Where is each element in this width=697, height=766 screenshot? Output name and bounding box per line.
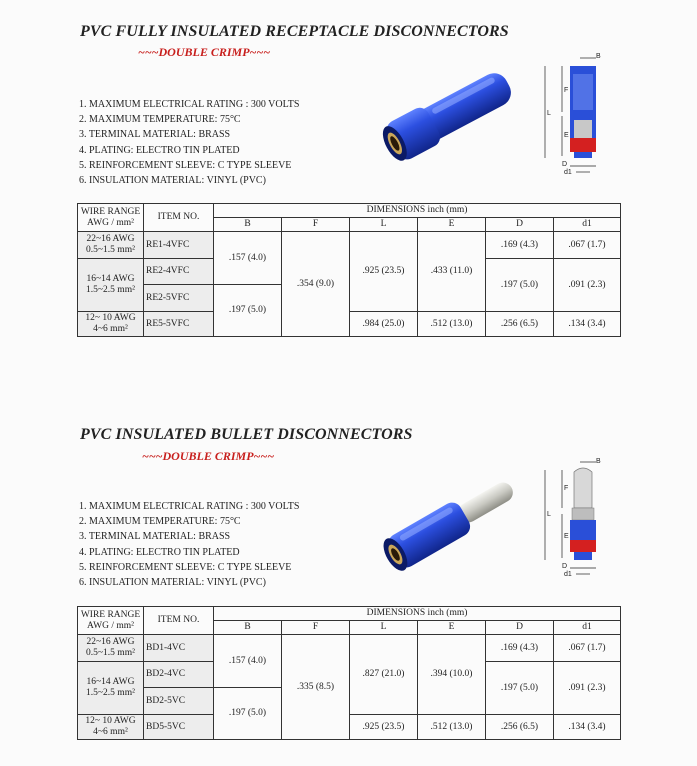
drawing-label-f: F: [564, 485, 569, 492]
header-item-no: ITEM NO.: [144, 607, 214, 635]
header-d: D: [486, 621, 554, 635]
drawing-label-f: F: [564, 87, 569, 94]
value-cell: .169 (4.3): [486, 232, 554, 259]
section-title: PVC INSULATED BULLET DISCONNECTORS: [80, 426, 413, 443]
drawing-label-l: L: [547, 110, 551, 117]
awg-cell: 22~16 AWG 0.5~1.5 mm²: [78, 635, 144, 662]
drawing-label-d1: d1: [564, 169, 572, 176]
spec-item: 2. MAXIMUM TEMPERATURE: 75°C: [79, 516, 241, 528]
spec-item: 6. INSULATION MATERIAL: VINYL (PVC): [79, 175, 266, 187]
drawing-label-d: D: [562, 161, 568, 168]
value-cell: .256 (6.5): [486, 312, 554, 337]
value-cell: .197 (5.0): [214, 688, 282, 740]
value-cell: .433 (11.0): [418, 232, 486, 312]
drawing-label-e: E: [564, 132, 569, 139]
spec-item: 4. PLATING: ELECTRO TIN PLATED: [79, 546, 240, 558]
item-cell: BD1-4VC: [144, 635, 214, 662]
value-cell: .157 (4.0): [214, 635, 282, 688]
value-cell: .335 (8.5): [282, 635, 350, 740]
value-cell: .134 (3.4): [554, 715, 621, 740]
drawing-label-b: B: [596, 458, 601, 465]
value-cell: .256 (6.5): [486, 715, 554, 740]
section-bullet: [0, 383, 697, 766]
value-cell: .134 (3.4): [554, 312, 621, 337]
value-cell: .925 (23.5): [350, 715, 418, 740]
value-cell: .157 (4.0): [214, 232, 282, 285]
header-dimensions: DIMENSIONS inch (mm): [214, 204, 621, 218]
section-subtitle: ~~~DOUBLE CRIMP~~~: [138, 45, 271, 59]
item-cell: RE5-5VFC: [144, 312, 214, 337]
header-b: B: [214, 218, 282, 232]
dimensions-table: [77, 606, 621, 740]
spec-item: 5. REINFORCEMENT SLEEVE: C TYPE SLEEVE: [79, 561, 292, 573]
value-cell: .197 (5.0): [214, 285, 282, 337]
header-b: B: [214, 621, 282, 635]
spec-list: [79, 499, 299, 590]
awg-cell: 16~14 AWG 1.5~2.5 mm²: [78, 662, 144, 715]
drawing-label-d: D: [562, 563, 568, 570]
value-cell: .067 (1.7): [554, 232, 621, 259]
spec-item: 4. PLATING: ELECTRO TIN PLATED: [79, 144, 240, 156]
item-cell: BD5-5VC: [144, 715, 214, 740]
header-wire-range: WIRE RANGE AWG / mm²: [78, 204, 144, 232]
drawing-label-e: E: [564, 533, 569, 540]
bullet-dimension-drawing: [540, 458, 630, 583]
spec-list: [79, 97, 299, 188]
awg-cell: 22~16 AWG 0.5~1.5 mm²: [78, 232, 144, 259]
value-cell: .091 (2.3): [554, 662, 621, 715]
header-dimensions: DIMENSIONS inch (mm): [214, 607, 621, 621]
header-l: L: [350, 218, 418, 232]
value-cell: .169 (4.3): [486, 635, 554, 662]
spec-item: 6. INSULATION MATERIAL: VINYL (PVC): [79, 577, 266, 589]
value-cell: .067 (1.7): [554, 635, 621, 662]
header-d1: d1: [554, 621, 621, 635]
header-e: E: [418, 218, 486, 232]
awg-cell: 16~14 AWG 1.5~2.5 mm²: [78, 259, 144, 312]
value-cell: .394 (10.0): [418, 635, 486, 715]
header-f: F: [282, 218, 350, 232]
header-d: D: [486, 218, 554, 232]
receptacle-product-image: [365, 55, 535, 170]
table-row: [78, 232, 621, 259]
section-subtitle: ~~~DOUBLE CRIMP~~~: [142, 449, 275, 463]
item-cell: BD2-4VC: [144, 662, 214, 688]
item-cell: RE1-4VFC: [144, 232, 214, 259]
value-cell: .197 (5.0): [486, 259, 554, 312]
value-cell: .827 (21.0): [350, 635, 418, 715]
drawing-label-d1: d1: [564, 571, 572, 578]
receptacle-dimension-drawing: [540, 52, 630, 177]
bullet-product-image: [365, 471, 535, 576]
spec-item: 5. REINFORCEMENT SLEEVE: C TYPE SLEEVE: [79, 159, 292, 171]
dimensions-table: [77, 203, 621, 337]
value-cell: .512 (13.0): [418, 312, 486, 337]
table-row: [78, 715, 621, 740]
value-cell: .354 (9.0): [282, 232, 350, 337]
header-e: E: [418, 621, 486, 635]
section-title: PVC FULLY INSULATED RECEPTACLE DISCONNECTORS: [80, 23, 509, 40]
spec-item: 3. TERMINAL MATERIAL: BRASS: [79, 531, 231, 543]
value-cell: .984 (25.0): [350, 312, 418, 337]
spec-item: 1. MAXIMUM ELECTRICAL RATING : 300 VOLTS: [79, 501, 300, 512]
awg-cell: 12~ 10 AWG 4~6 mm²: [78, 715, 144, 740]
drawing-label-l: L: [547, 511, 551, 518]
item-cell: BD2-5VC: [144, 688, 214, 715]
item-cell: RE2-5VFC: [144, 285, 214, 312]
value-cell: .197 (5.0): [486, 662, 554, 715]
header-l: L: [350, 621, 418, 635]
drawing-label-b: B: [596, 53, 601, 60]
header-wire-range: WIRE RANGE AWG / mm²: [78, 607, 144, 635]
value-cell: .925 (23.5): [350, 232, 418, 312]
header-d1: d1: [554, 218, 621, 232]
table-row: [78, 635, 621, 662]
header-item-no: ITEM NO.: [144, 204, 214, 232]
value-cell: .512 (13.0): [418, 715, 486, 740]
spec-item: 3. TERMINAL MATERIAL: BRASS: [79, 129, 231, 141]
item-cell: RE2-4VFC: [144, 259, 214, 285]
value-cell: .091 (2.3): [554, 259, 621, 312]
spec-item: 1. MAXIMUM ELECTRICAL RATING : 300 VOLTS: [79, 99, 300, 110]
awg-cell: 12~ 10 AWG 4~6 mm²: [78, 312, 144, 337]
header-f: F: [282, 621, 350, 635]
table-row: [78, 312, 621, 337]
spec-item: 2. MAXIMUM TEMPERATURE: 75°C: [79, 114, 241, 126]
